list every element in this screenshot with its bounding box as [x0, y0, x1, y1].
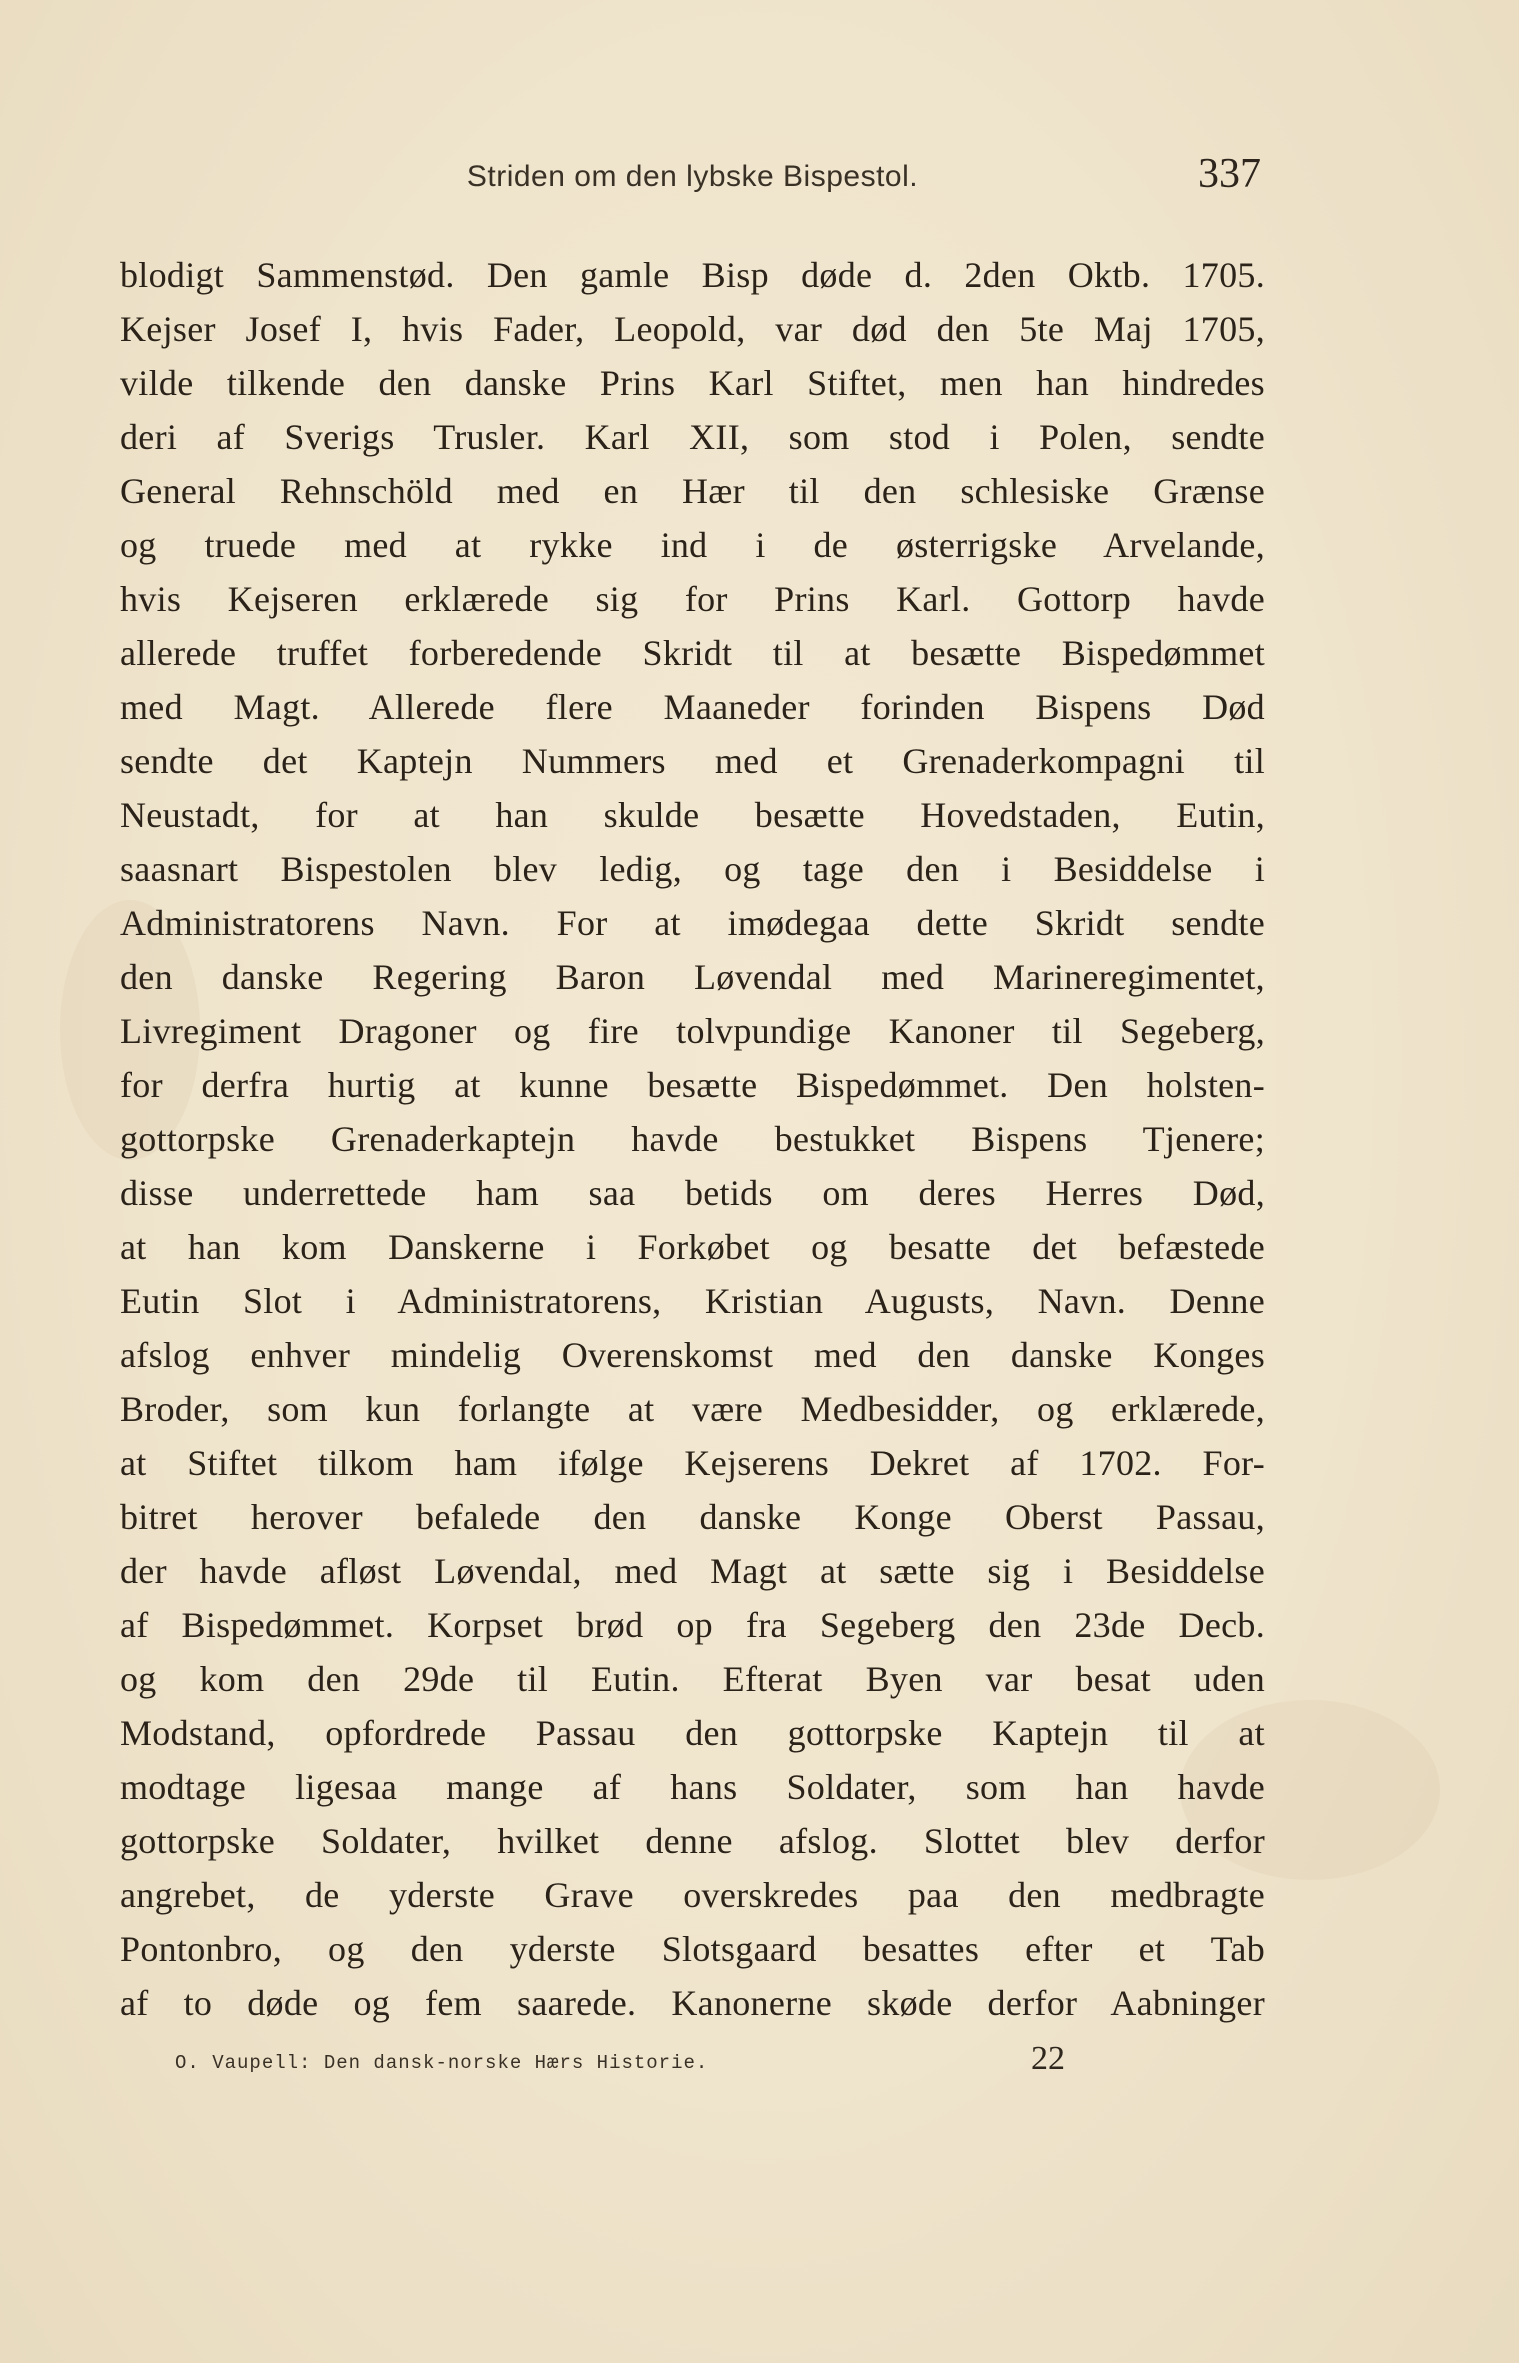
- running-head: [120, 150, 1265, 210]
- page-number: 337: [1198, 151, 1261, 197]
- text-line: af to døde og fem saarede. Kanonerne skøde derfor Aabninger: [120, 1983, 1265, 2023]
- text-line: at Stiftet tilkom ham ifølge Kejserens Dekret af 1702. For-: [120, 1443, 1265, 1483]
- signature-mark: 22: [1031, 2040, 1065, 2077]
- text-line: af Bispedømmet. Korpset brød op fra Segeberg den 23de Decb.: [120, 1605, 1265, 1645]
- text-line: og kom den 29de til Eutin. Efterat Byen var besat uden: [120, 1659, 1265, 1699]
- text-line: Neustadt, for at han skulde besætte Hovedstaden, Eutin,: [120, 795, 1265, 835]
- text-line: deri af Sverigs Trusler. Karl XII, som stod i Polen, sendte: [120, 417, 1265, 457]
- text-line: og truede med at rykke ind i de østerrigske Arvelande,: [120, 525, 1265, 565]
- text-line: der havde afløst Løvendal, med Magt at sætte sig i Besiddelse: [120, 1551, 1265, 1591]
- body-text: [120, 248, 1265, 2030]
- text-line: gottorpske Grenaderkaptejn havde bestukket Bispens Tjenere;: [120, 1119, 1265, 1159]
- text-line: Livregiment Dragoner og fire tolvpundige Kanoner til Segeberg,: [120, 1011, 1265, 1051]
- text-line: hvis Kejseren erklærede sig for Prins Karl. Gottorp havde: [120, 579, 1265, 619]
- text-line: med Magt. Allerede flere Maaneder forinden Bispens Død: [120, 687, 1265, 727]
- text-line: allerede truffet forberedende Skridt til at besætte Bispedømmet: [120, 633, 1265, 673]
- text-line: blodigt Sammenstød. Den gamle Bisp døde d. 2den Oktb. 1705.: [120, 255, 1265, 295]
- text-line: vilde tilkende den danske Prins Karl Stiftet, men han hindredes: [120, 363, 1265, 403]
- text-line: at han kom Danskerne i Forkøbet og besatte det befæstede: [120, 1227, 1265, 1267]
- text-line: bitret herover befalede den danske Konge Oberst Passau,: [120, 1497, 1265, 1537]
- text-line: sendte det Kaptejn Nummers med et Grenaderkompagni til: [120, 741, 1265, 781]
- text-line: Pontonbro, og den yderste Slotsgaard besattes efter et Tab: [120, 1929, 1265, 1969]
- footer-note: O. Vaupell: Den dansk-norske Hærs Historie.: [175, 2052, 709, 2074]
- text-line: Broder, som kun forlangte at være Medbesidder, og erklærede,: [120, 1389, 1265, 1429]
- text-line: saasnart Bispestolen blev ledig, og tage den i Besiddelse i: [120, 849, 1265, 889]
- text-line: Eutin Slot i Administratorens, Kristian Augusts, Navn. Denne: [120, 1281, 1265, 1321]
- text-line: General Rehnschöld med en Hær til den schlesiske Grænse: [120, 471, 1265, 511]
- text-line: modtage ligesaa mange af hans Soldater, som han havde: [120, 1767, 1265, 1807]
- text-line: gottorpske Soldater, hvilket denne afslog. Slottet blev derfor: [120, 1821, 1265, 1861]
- text-line: Kejser Josef I, hvis Fader, Leopold, var død den 5te Maj 1705,: [120, 309, 1265, 349]
- text-line: disse underrettede ham saa betids om deres Herres Død,: [120, 1173, 1265, 1213]
- text-line: angrebet, de yderste Grave overskredes paa den medbragte: [120, 1875, 1265, 1915]
- text-line: den danske Regering Baron Løvendal med Marineregimentet,: [120, 957, 1265, 997]
- page-footer: [175, 2040, 1065, 2090]
- text-line: afslog enhver mindelig Overenskomst med den danske Konges: [120, 1335, 1265, 1375]
- text-line: for derfra hurtig at kunne besætte Bispedømmet. Den holsten-: [120, 1065, 1265, 1105]
- text-line: Modstand, opfordrede Passau den gottorpske Kaptejn til at: [120, 1713, 1265, 1753]
- text-line: Administratorens Navn. For at imødegaa dette Skridt sendte: [120, 903, 1265, 943]
- running-title: Striden om den lybske Bispestol.: [466, 160, 919, 193]
